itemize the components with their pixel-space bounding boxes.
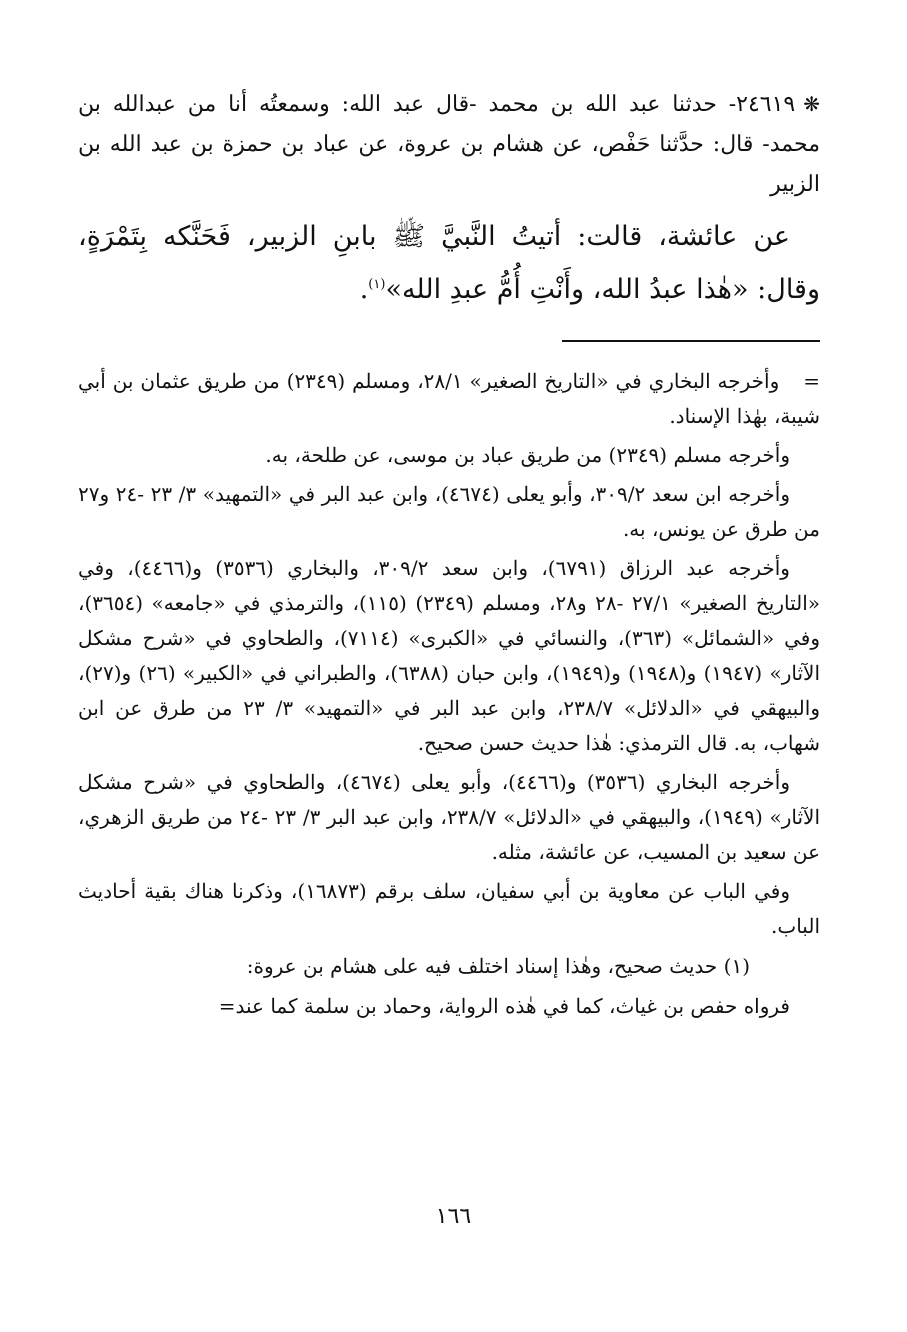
note-text: وأخرجه ابن سعد ٣٠٩/٢، وأبو يعلى (٤٦٧٤)، وابن عبد البر في «التمهيد» ٣/ ٢٣ -٢٤ و٢٧ من طرق عن يونس، به.	[78, 482, 820, 541]
continuation-mark: =	[803, 369, 821, 393]
footnote-section	[78, 948, 820, 1024]
note-text: وفي الباب عن معاوية بن أبي سفيان، سلف برقم (١٦٨٧٣)، وذكرنا هناك بقية أحاديث الباب.	[78, 879, 820, 938]
note-paragraph	[78, 477, 820, 547]
footnote-line: فرواه حفص بن غياث، كما في هٰذه الرواية، وحماد بن سلمة كما عند=	[218, 994, 790, 1018]
isnad-text: ٢٤٦١٩- حدثنا عبد الله بن محمد -قال عبد الله: وسمعتُه أنا من عبدالله بن محمد- قال: حدَّثنا حَفْص، عن هشام بن عروة، عن عباد بن حمزة بن عبد الله بن الزبير	[78, 92, 820, 197]
hadith-isnad	[78, 84, 820, 205]
note-text: وأخرجه البخاري (٣٥٣٦) و(٤٤٦٦)، وأبو يعلى (٤٦٧٤)، والطحاوي في «شرح مشكل الآثار» (١٩٤٩)، والبيهقي في «الدلائل» ٢٣٨/٧، وابن عبد البر ٣/ ٢٣ -٢٤ من طريق الزهري، عن سعيد بن المسيب، عن عائشة، مثله.	[78, 770, 821, 864]
footnote-line: (١) حديث صحيح، وهٰذا إسناد اختلف فيه على هشام بن عروة:	[246, 954, 750, 978]
matn-text: عن عائشة، قالت: أتيتُ النَّبيَّ ﷺ بابنِ الزبير، فَحَنَّكه بِتَمْرَةٍ، وقال: «هٰذا عبدُ الله، وأَنْتِ أُمُّ عبدِ الله»	[78, 221, 820, 305]
note-text: وأخرجه مسلم (٢٣٤٩) من طريق عباد بن موسى، عن طلحة، به.	[265, 443, 790, 467]
note-text: وأخرجه البخاري في «التاريخ الصغير» ٢٨/١، ومسلم (٢٣٤٩) من طريق عثمان بن أبي شيبة، بهٰذا الإسناد.	[78, 369, 820, 428]
note-paragraph	[78, 364, 820, 434]
note-paragraph	[78, 874, 820, 944]
matn-end: .	[359, 274, 369, 305]
page-number: ١٦٦	[435, 1204, 472, 1229]
footnote-marker: (١)	[368, 277, 386, 292]
notes-section	[78, 364, 820, 944]
star-marker-icon: ❋	[803, 92, 820, 116]
note-paragraph	[78, 438, 820, 473]
footnote-separator	[562, 340, 820, 342]
page-body	[78, 84, 820, 1028]
hadith-matn	[78, 213, 820, 314]
note-paragraph	[78, 765, 820, 870]
note-text: وأخرجه عبد الرزاق (٦٧٩١)، وابن سعد ٣٠٩/٢، والبخاري (٣٥٣٦) و(٤٤٦٦)، وفي «التاريخ الصغير» ٢٧/١ -٢٨ و٢٨، ومسلم (٢٣٤٩) (١١٥)، والترمذي في «جامعه» (٣٦٥٤)، وفي «الشمائل» (٣٦٣)، والنسائي في «الكبرى» (٧١١٤)، والطحاوي في «شرح مشكل الآثار» (١٩٤٧) و(١٩٤٨) و(١٩٤٩)، وابن حبان (٦٣٨٨)، والطبراني في «الكبير» (٢٦) و(٢٧)، والبيهقي في «الدلائل» ٢٣٨/٧، وابن عبد البر في «التمهيد» ٣/ ٢٣ من طرق عن ابن شهاب، به. قال الترمذي: هٰذا حديث حسن صحيح.	[78, 556, 821, 755]
note-paragraph	[78, 551, 820, 761]
